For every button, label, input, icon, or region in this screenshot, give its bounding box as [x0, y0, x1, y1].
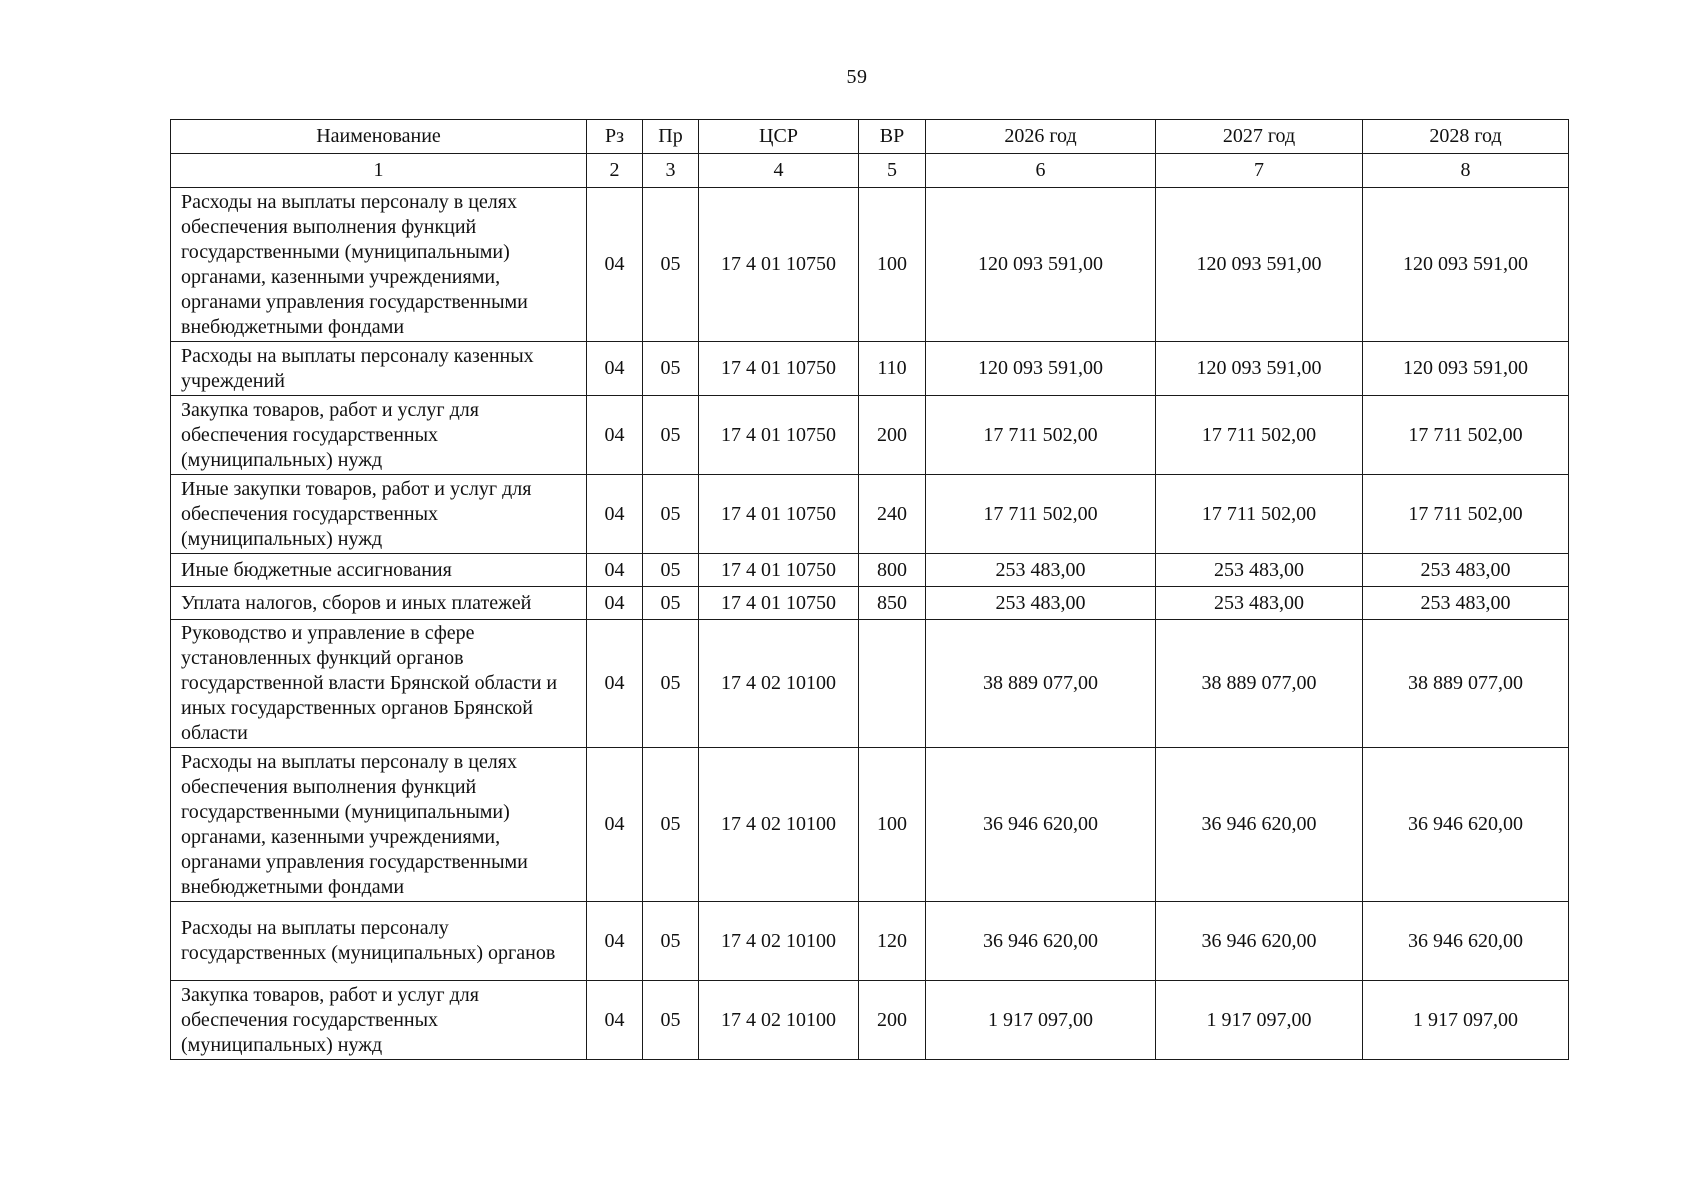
- row-amount-2026: 36 946 620,00: [926, 748, 1156, 902]
- row-amount-2027: 120 093 591,00: [1156, 188, 1363, 342]
- column-number: 4: [699, 154, 859, 188]
- row-name: Закупка товаров, работ и услуг для обеспечения государственных (муниципальных) нужд: [171, 981, 587, 1060]
- row-rz: 04: [587, 902, 643, 981]
- row-amount-2026: 36 946 620,00: [926, 902, 1156, 981]
- row-amount-2028: 120 093 591,00: [1363, 342, 1569, 396]
- row-amount-2027: 36 946 620,00: [1156, 748, 1363, 902]
- row-amount-2028: 36 946 620,00: [1363, 748, 1569, 902]
- header-2027: 2027 год: [1156, 120, 1363, 154]
- header-vr: ВР: [859, 120, 926, 154]
- header-2028: 2028 год: [1363, 120, 1569, 154]
- row-vr: 110: [859, 342, 926, 396]
- row-csr: 17 4 01 10750: [699, 475, 859, 554]
- row-amount-2027: 38 889 077,00: [1156, 620, 1363, 748]
- page-number: 59: [846, 66, 868, 88]
- row-vr: 100: [859, 188, 926, 342]
- row-amount-2026: 38 889 077,00: [926, 620, 1156, 748]
- row-amount-2028: 120 093 591,00: [1363, 188, 1569, 342]
- row-pr: 05: [643, 981, 699, 1060]
- row-amount-2028: 253 483,00: [1363, 554, 1569, 587]
- column-number: 2: [587, 154, 643, 188]
- row-amount-2027: 17 711 502,00: [1156, 475, 1363, 554]
- row-pr: 05: [643, 342, 699, 396]
- row-rz: 04: [587, 188, 643, 342]
- header-pr: Пр: [643, 120, 699, 154]
- header-2026: 2026 год: [926, 120, 1156, 154]
- row-name: Иные закупки товаров, работ и услуг для обеспечения государственных (муниципальных) нужд: [171, 475, 587, 554]
- budget-table: [170, 119, 1569, 1060]
- row-amount-2027: 1 917 097,00: [1156, 981, 1363, 1060]
- row-name: Уплата налогов, сборов и иных платежей: [171, 587, 587, 620]
- column-number: 8: [1363, 154, 1569, 188]
- row-vr: 120: [859, 902, 926, 981]
- row-pr: 05: [643, 587, 699, 620]
- header-csr: ЦСР: [699, 120, 859, 154]
- table-row: [171, 981, 1569, 1060]
- row-rz: 04: [587, 587, 643, 620]
- row-amount-2027: 120 093 591,00: [1156, 342, 1363, 396]
- row-amount-2026: 253 483,00: [926, 554, 1156, 587]
- row-amount-2026: 17 711 502,00: [926, 475, 1156, 554]
- row-vr: 200: [859, 981, 926, 1060]
- row-vr: [859, 620, 926, 748]
- row-vr: 800: [859, 554, 926, 587]
- header-row: [171, 120, 1569, 154]
- row-amount-2028: 1 917 097,00: [1363, 981, 1569, 1060]
- column-number: 6: [926, 154, 1156, 188]
- row-rz: 04: [587, 620, 643, 748]
- header-name: Наименование: [171, 120, 587, 154]
- row-amount-2026: 253 483,00: [926, 587, 1156, 620]
- row-csr: 17 4 01 10750: [699, 188, 859, 342]
- row-rz: 04: [587, 554, 643, 587]
- row-name: Расходы на выплаты персоналу в целях обеспечения выполнения функций государственными (муниципальными) органами, казенными учреждениями, органами управления государственными внебюджетными фондами: [171, 748, 587, 902]
- row-pr: 05: [643, 902, 699, 981]
- row-amount-2028: 17 711 502,00: [1363, 475, 1569, 554]
- row-pr: 05: [643, 188, 699, 342]
- table-row: [171, 554, 1569, 587]
- row-amount-2027: 253 483,00: [1156, 587, 1363, 620]
- row-vr: 240: [859, 475, 926, 554]
- row-rz: 04: [587, 748, 643, 902]
- row-name: Иные бюджетные ассигнования: [171, 554, 587, 587]
- table-row: [171, 188, 1569, 342]
- row-name: Расходы на выплаты персоналу в целях обеспечения выполнения функций государственными (муниципальными) органами, казенными учреждениями, органами управления государственными внебюджетными фондами: [171, 188, 587, 342]
- row-amount-2028: 17 711 502,00: [1363, 396, 1569, 475]
- table-row: [171, 342, 1569, 396]
- column-number: 7: [1156, 154, 1363, 188]
- row-amount-2028: 253 483,00: [1363, 587, 1569, 620]
- table-row: [171, 396, 1569, 475]
- table-row: [171, 748, 1569, 902]
- table-row: [171, 475, 1569, 554]
- column-number: 5: [859, 154, 926, 188]
- row-csr: 17 4 01 10750: [699, 587, 859, 620]
- row-csr: 17 4 01 10750: [699, 554, 859, 587]
- row-amount-2026: 120 093 591,00: [926, 188, 1156, 342]
- table-row: [171, 620, 1569, 748]
- row-amount-2027: 36 946 620,00: [1156, 902, 1363, 981]
- row-pr: 05: [643, 396, 699, 475]
- row-pr: 05: [643, 748, 699, 902]
- row-csr: 17 4 02 10100: [699, 748, 859, 902]
- row-name: Руководство и управление в сфере установленных функций органов государственной власти Брянской области и иных государственных органов Брянской области: [171, 620, 587, 748]
- row-amount-2028: 38 889 077,00: [1363, 620, 1569, 748]
- row-amount-2026: 17 711 502,00: [926, 396, 1156, 475]
- column-number-row: [171, 154, 1569, 188]
- row-name: Расходы на выплаты персоналу казенных учреждений: [171, 342, 587, 396]
- row-vr: 200: [859, 396, 926, 475]
- column-number: 1: [171, 154, 587, 188]
- table-row: [171, 587, 1569, 620]
- row-name: Расходы на выплаты персоналу государственных (муниципальных) органов: [171, 902, 587, 981]
- row-amount-2028: 36 946 620,00: [1363, 902, 1569, 981]
- row-csr: 17 4 02 10100: [699, 981, 859, 1060]
- row-pr: 05: [643, 620, 699, 748]
- row-amount-2027: 17 711 502,00: [1156, 396, 1363, 475]
- row-rz: 04: [587, 396, 643, 475]
- row-csr: 17 4 02 10100: [699, 902, 859, 981]
- row-rz: 04: [587, 342, 643, 396]
- row-rz: 04: [587, 475, 643, 554]
- row-csr: 17 4 02 10100: [699, 620, 859, 748]
- table-row: [171, 902, 1569, 981]
- row-amount-2026: 120 093 591,00: [926, 342, 1156, 396]
- row-vr: 100: [859, 748, 926, 902]
- row-vr: 850: [859, 587, 926, 620]
- row-amount-2026: 1 917 097,00: [926, 981, 1156, 1060]
- row-pr: 05: [643, 554, 699, 587]
- row-csr: 17 4 01 10750: [699, 342, 859, 396]
- row-name: Закупка товаров, работ и услуг для обеспечения государственных (муниципальных) нужд: [171, 396, 587, 475]
- row-csr: 17 4 01 10750: [699, 396, 859, 475]
- row-rz: 04: [587, 981, 643, 1060]
- header-rz: Рз: [587, 120, 643, 154]
- row-pr: 05: [643, 475, 699, 554]
- row-amount-2027: 253 483,00: [1156, 554, 1363, 587]
- column-number: 3: [643, 154, 699, 188]
